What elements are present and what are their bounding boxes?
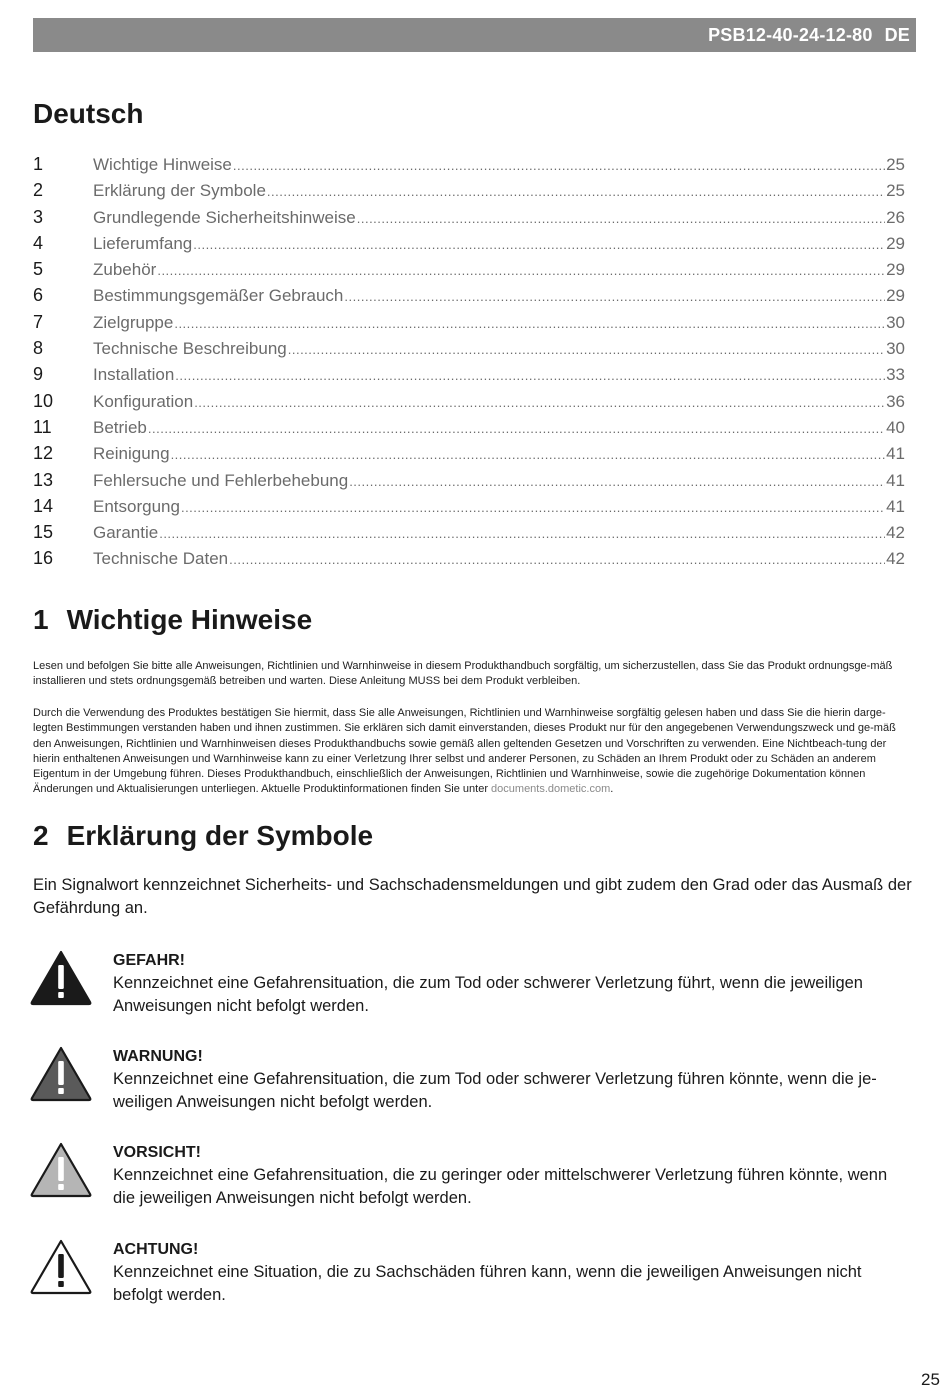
toc-number: 7	[33, 311, 44, 332]
toc-leader-dots	[181, 500, 885, 515]
signal-description: Kennzeichnet eine Gefahrensituation, die zum Tod oder schwerer Verletzung führt, wenn die jeweiligen Anweisungen nicht befolgt werden.	[113, 974, 863, 1015]
signal-word-text	[113, 1142, 913, 1210]
toc-entry[interactable]	[33, 233, 905, 259]
toc-leader-dots	[344, 289, 885, 304]
section-1-paragraph-2	[33, 706, 915, 798]
signal-word: GEFAHR!	[113, 952, 185, 969]
toc-title: Fehlersuche und Fehlerbehebung	[93, 470, 349, 490]
toc-entry[interactable]	[33, 443, 905, 469]
toc-page-number: 25	[886, 181, 905, 201]
toc-leader-dots	[194, 395, 885, 410]
signal-word: WARNUNG!	[113, 1048, 203, 1065]
toc-leader-dots	[171, 447, 886, 462]
signal-word-text	[113, 1239, 913, 1307]
toc-number: 10	[33, 390, 54, 411]
toc-entry[interactable]	[33, 522, 905, 548]
toc-page-number: 30	[886, 339, 905, 359]
toc-page-number: 41	[886, 496, 905, 516]
toc-leader-dots	[288, 342, 885, 357]
toc-title: Installation	[93, 365, 175, 385]
section-number: 1	[33, 604, 49, 635]
paragraph-end: .	[610, 783, 614, 796]
toc-entry[interactable]	[33, 259, 905, 285]
warning-triangle-icon	[30, 1046, 92, 1102]
toc-page-number: 25	[886, 155, 905, 174]
section-number: 2	[33, 820, 49, 851]
toc-page-number: 42	[886, 549, 905, 569]
paragraph-text: Durch die Verwendung des Produktes bestätigen Sie hiermit, dass Sie alle Anweisungen, Richtlinien und Warnhinweise sorgfältig gelesen haben und dass Sie die hierin darge-legten Bestimmungen verstanden haben und ihnen zustimmen. Sie erklären sich damit einverstanden, dieses Produkt nur für den angegebenen Verwendungszweck und ge-mäß den Anweisungen, Richtlinien und Warnhinweisen dieses Produkthandbuchs sowie gemäß allen geltenden Gesetzen und Vorschriften zu verwenden. Eine Nichtbeach-tung der hierin enthaltenen Anweisungen und Warnhinweise kann zu einer Verletzung Ihrer selbst und anderer Personen, zu Schäden an Ihrem Produkt oder zu Schäden an anderem Eigentum in der Umgebung führen. Dieses Produkthandbuch, einschließlich der Anweisungen, Richtlinien und Warnhinweise, sowie die zugehörige Dokumentation können Änderungen und Aktualisierungen unterliegen. Aktuelle Produktinformationen finden Sie unter	[33, 707, 896, 796]
toc-title: Reinigung	[93, 444, 170, 464]
toc-page-number: 36	[886, 391, 905, 411]
toc-page-number: 41	[886, 470, 905, 490]
toc-leader-dots	[157, 263, 885, 278]
toc-title: Garantie	[93, 523, 159, 543]
toc-title: Technische Beschreibung	[93, 339, 287, 359]
toc-entry[interactable]	[33, 180, 905, 206]
toc-title: Bestimmungsgemäßer Gebrauch	[93, 286, 344, 306]
section-1-heading	[33, 604, 312, 636]
toc-entry[interactable]	[33, 417, 905, 443]
signal-description: Kennzeichnet eine Situation, die zu Sachschäden führen kann, wenn die jeweiligen Anweisungen nicht befolgt werden.	[113, 1263, 862, 1304]
toc-leader-dots	[175, 368, 885, 383]
toc-page-number: 40	[886, 417, 905, 437]
toc-number: 4	[33, 232, 44, 253]
toc-entry[interactable]	[33, 285, 905, 311]
toc-entry[interactable]	[33, 548, 905, 574]
language-title: Deutsch	[33, 98, 144, 129]
toc-number: 13	[33, 469, 54, 490]
toc-entry[interactable]	[33, 470, 905, 496]
toc-page-number: 30	[886, 312, 905, 332]
toc-title: Entsorgung	[93, 496, 180, 516]
documents-link[interactable]: documents.dometic.com	[491, 783, 611, 796]
toc-entry[interactable]	[33, 391, 905, 417]
toc-title: Technische Daten	[93, 549, 229, 569]
toc-number: 8	[33, 338, 44, 359]
table-of-contents	[33, 154, 905, 575]
toc-number: 3	[33, 206, 44, 227]
toc-page-number: 29	[886, 233, 905, 253]
toc-leader-dots	[159, 526, 885, 541]
toc-title: Zielgruppe	[93, 312, 174, 332]
signal-description: Kennzeichnet eine Gefahrensituation, die zum Tod oder schwerer Verletzung führen könnte, wenn die je-weiligen Anweisungen nicht befolgt werden.	[113, 1070, 877, 1111]
toc-entry[interactable]	[33, 312, 905, 338]
toc-title: Erklärung der Symbole	[93, 181, 266, 201]
section-title: Wichtige Hinweise	[66, 604, 313, 635]
section-1-paragraph-1: Lesen und befolgen Sie bitte alle Anweisungen, Richtlinien und Warnhinweise in diesem Produkthandbuch sorgfältig, um sicherzustellen, dass Sie das Produkt ordnungsge-mäß installieren und stets ordnungsgemäß betreiben und warten. Diese Anleitung MUSS bei dem Produkt verbleiben.	[33, 660, 893, 688]
toc-leader-dots	[267, 184, 885, 199]
toc-number: 2	[33, 180, 44, 201]
toc-entry[interactable]	[33, 338, 905, 364]
toc-page-number: 33	[886, 365, 905, 385]
toc-number: 9	[33, 364, 44, 385]
signal-description: Kennzeichnet eine Gefahrensituation, die zu geringer oder mittelschwerer Verletzung führen könnte, wenn die jeweiligen Anweisungen nicht befolgt werden.	[113, 1166, 888, 1207]
toc-number: 14	[33, 495, 54, 516]
toc-title: Lieferumfang	[93, 233, 193, 253]
signal-word-text	[113, 1046, 913, 1114]
toc-number: 1	[33, 154, 44, 174]
signal-word-text	[113, 950, 913, 1018]
toc-title: Grundlegende Sicherheitshinweise	[93, 207, 356, 227]
signal-word: VORSICHT!	[113, 1144, 201, 1161]
danger-triangle-icon	[30, 950, 92, 1006]
language-code: DE	[884, 24, 910, 45]
toc-title: Wichtige Hinweise	[93, 155, 232, 174]
toc-page-number: 29	[886, 286, 905, 306]
toc-title: Konfiguration	[93, 391, 194, 411]
toc-leader-dots	[357, 211, 885, 226]
toc-page-number: 26	[886, 207, 905, 227]
section-2-heading	[33, 820, 373, 852]
toc-number: 5	[33, 259, 44, 280]
toc-entry[interactable]	[33, 496, 905, 522]
toc-leader-dots	[148, 421, 885, 436]
notice-triangle-icon	[30, 1239, 92, 1295]
toc-page-number: 29	[886, 260, 905, 280]
toc-number: 11	[33, 416, 52, 437]
toc-page-number: 42	[886, 523, 905, 543]
toc-title: Betrieb	[93, 417, 147, 437]
document-code: PSB12-40-24-12-80	[708, 24, 873, 45]
toc-leader-dots	[233, 158, 885, 173]
toc-title: Zubehör	[93, 260, 157, 280]
section-title: Erklärung der Symbole	[66, 820, 374, 851]
toc-leader-dots	[349, 474, 885, 489]
signal-word: ACHTUNG!	[113, 1241, 199, 1258]
toc-number: 15	[33, 522, 54, 543]
toc-number: 6	[33, 285, 44, 306]
toc-number: 12	[33, 443, 54, 464]
toc-entry[interactable]	[33, 207, 905, 233]
toc-leader-dots	[229, 552, 885, 567]
toc-leader-dots	[174, 316, 885, 331]
caution-triangle-icon	[30, 1142, 92, 1198]
page-number: 25	[921, 1370, 940, 1389]
header-bar	[33, 18, 916, 52]
toc-leader-dots	[193, 237, 885, 252]
toc-number: 16	[33, 548, 54, 569]
toc-entry[interactable]	[33, 364, 905, 390]
toc-entry[interactable]	[33, 154, 905, 180]
toc-page-number: 41	[886, 444, 905, 464]
section-2-intro: Ein Signalwort kennzeichnet Sicherheits- und Sachschadensmeldungen und gibt zudem den Grad oder das Ausmaß der Gefährdung an.	[33, 876, 912, 917]
